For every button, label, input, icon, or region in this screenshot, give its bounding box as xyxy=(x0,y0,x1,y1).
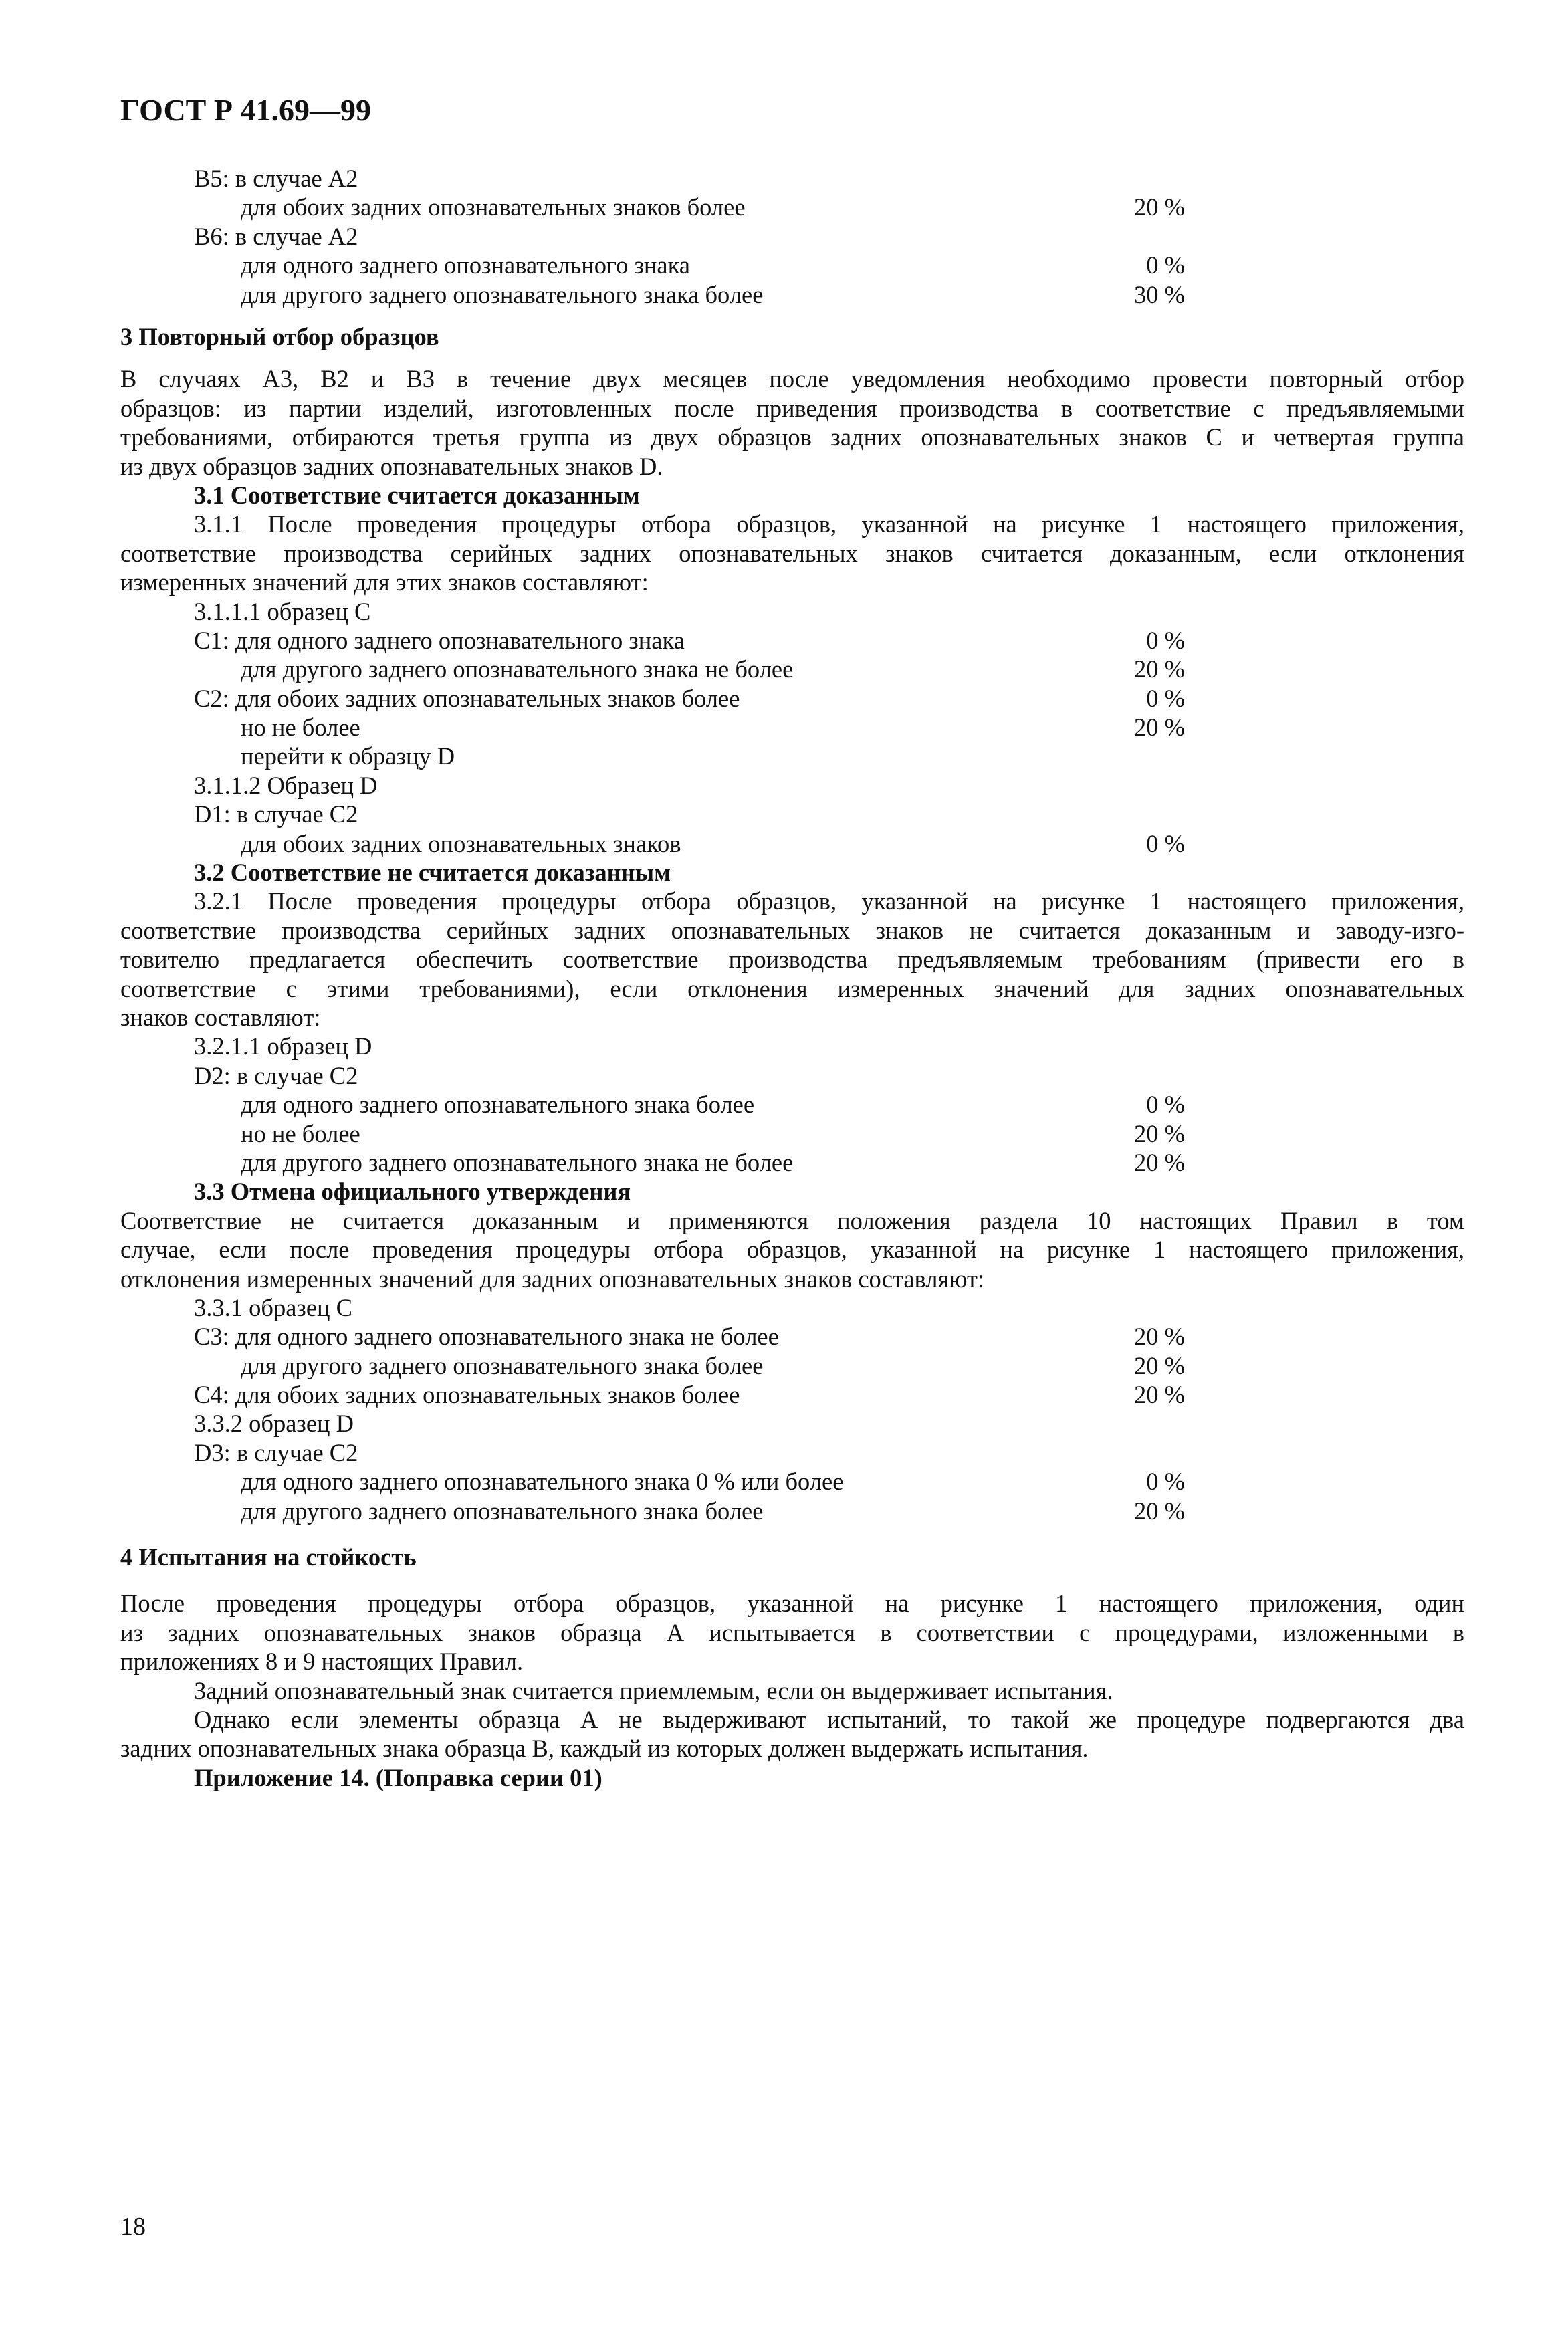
criteria-text: 3.1.1.2 Образец D xyxy=(194,771,378,799)
criteria-row xyxy=(120,251,1464,280)
criteria-text: для другого заднего опознавательного знака более xyxy=(241,280,764,308)
criteria-list-c3-d3 xyxy=(120,1293,1464,1525)
criteria-row xyxy=(120,597,1464,626)
criteria-value: 20 % xyxy=(1133,1351,1185,1379)
criteria-row xyxy=(120,626,1464,655)
criteria-row xyxy=(120,1409,1464,1438)
subsection-heading: 3.1 Соответствие считается доказанным xyxy=(194,481,640,509)
criteria-text: С1: для одного заднего опознавательного знака xyxy=(194,626,685,654)
paragraph-line: Однако если элементы образца А не выдерживают испытаний, то такой же процедуре подвергаются два xyxy=(194,1706,1464,1733)
criteria-row xyxy=(120,655,1464,683)
criteria-row xyxy=(120,771,1464,800)
criteria-text: С3: для одного заднего опознавательного знака не более xyxy=(194,1323,779,1351)
criteria-value: 20 % xyxy=(1133,1381,1185,1409)
criteria-list-c-d xyxy=(120,597,1464,859)
criteria-row xyxy=(120,1496,1464,1525)
paragraph-line: случае, если после проведения процедуры отбора образцов, указанной на рисунке 1 настоящего приложения, xyxy=(120,1236,1464,1264)
criteria-list-b xyxy=(120,164,1464,309)
criteria-value: 20 % xyxy=(1133,655,1185,683)
criteria-row xyxy=(120,684,1464,713)
criteria-row xyxy=(120,1119,1464,1148)
criteria-row xyxy=(120,1438,1464,1467)
criteria-row xyxy=(120,1032,1464,1061)
criteria-value: 30 % xyxy=(1133,280,1185,308)
paragraph-line: задних опознавательных знака образца В, каждый из которых должен выдержать испытания. xyxy=(120,1735,1089,1763)
criteria-text: 3.3.2 образец D xyxy=(194,1410,354,1438)
criteria-value: 20 % xyxy=(1133,1323,1185,1351)
criteria-text: для обоих задних опознавательных знаков xyxy=(241,829,681,857)
criteria-row xyxy=(120,829,1464,858)
criteria-row xyxy=(120,280,1464,309)
criteria-text: для другого заднего опознавательного знака более xyxy=(241,1351,764,1379)
criteria-row xyxy=(120,742,1464,770)
criteria-value: 20 % xyxy=(1133,1119,1185,1147)
criteria-text: но не более xyxy=(241,1119,360,1147)
criteria-text: для другого заднего опознавательного знака не более xyxy=(241,655,794,683)
criteria-value: 20 % xyxy=(1133,193,1185,221)
criteria-row xyxy=(120,713,1464,742)
annex-reference: Приложение 14. (Поправка серии 01) xyxy=(194,1763,602,1791)
criteria-row xyxy=(120,164,1464,193)
criteria-text: для другого заднего опознавательного знака не более xyxy=(241,1148,794,1176)
section-heading: 4 Испытания на стойкость xyxy=(120,1543,417,1571)
criteria-text: В6: в случае А2 xyxy=(194,222,358,250)
criteria-value: 0 % xyxy=(1146,251,1185,280)
criteria-list-d2 xyxy=(120,1032,1464,1177)
paragraph xyxy=(120,364,1464,481)
criteria-text: для одного заднего опознавательного знака более xyxy=(241,1091,755,1119)
paragraph-line: В случаях А3, В2 и В3 в течение двух месяцев после уведомления необходимо провести повторный отбор xyxy=(120,365,1464,393)
paragraph-line: Задний опознавательный знак считается приемлемым, если он выдерживает испытания. xyxy=(194,1676,1113,1704)
paragraph-line: измеренных значений для этих знаков составляют: xyxy=(120,568,649,596)
criteria-row xyxy=(120,800,1464,828)
paragraph xyxy=(120,1705,1464,1763)
criteria-text: перейти к образцу D xyxy=(241,742,455,770)
paragraph-line: требованиями, отбираются третья группа из двух образцов задних опознавательных знаков С и четвертая группа xyxy=(120,423,1464,451)
criteria-row xyxy=(120,1061,1464,1090)
paragraph-line: отклонения измеренных значений для задних опознавательных знаков составляют: xyxy=(120,1264,985,1293)
criteria-value: 20 % xyxy=(1133,1496,1185,1525)
paragraph xyxy=(120,887,1464,1032)
paragraph-line: знаков составляют: xyxy=(120,1003,321,1031)
criteria-text: С4: для обоих задних опознавательных знаков более xyxy=(194,1381,740,1409)
criteria-text: D3: в случае С2 xyxy=(194,1438,358,1466)
paragraph-line: соответствие производства серийных задних опознавательных знаков не считается доказанным и заводу-изго- xyxy=(120,916,1464,944)
criteria-value: 0 % xyxy=(1146,829,1185,857)
criteria-row xyxy=(120,1380,1464,1409)
criteria-value: 0 % xyxy=(1146,1091,1185,1119)
paragraph-line: 3.2.1 После проведения процедуры отбора образцов, указанной на рисунке 1 настоящего приложения, xyxy=(194,887,1464,915)
paragraph xyxy=(120,1206,1464,1293)
criteria-row xyxy=(120,1351,1464,1380)
section-heading: 3 Повторный отбор образцов xyxy=(120,322,439,350)
paragraph-line: товителю предлагается обеспечить соответствие производства предъявляемым требованиям (привести его в xyxy=(120,946,1464,974)
criteria-text: 3.1.1.1 образец С xyxy=(194,597,371,625)
criteria-text: для одного заднего опознавательного знака 0 % или более xyxy=(241,1468,844,1496)
paragraph xyxy=(120,1676,1464,1705)
criteria-row xyxy=(120,222,1464,251)
paragraph xyxy=(120,510,1464,596)
criteria-value: 0 % xyxy=(1146,626,1185,654)
paragraph-line: из двух образцов задних опознавательных знаков D. xyxy=(120,452,663,480)
paragraph-line: из задних опознавательных знаков образца А испытывается в соответствии с процедурами, изложенными в xyxy=(120,1618,1464,1646)
criteria-text: D2: в случае С2 xyxy=(194,1061,358,1089)
criteria-text: но не более xyxy=(241,713,360,742)
paragraph-line: После проведения процедуры отбора образцов, указанной на рисунке 1 настоящего приложения, один xyxy=(120,1589,1464,1618)
criteria-row xyxy=(120,1148,1464,1177)
criteria-row xyxy=(120,1090,1464,1119)
criteria-text: 3.3.1 образец С xyxy=(194,1293,353,1321)
page-number: 18 xyxy=(120,2213,146,2241)
criteria-row xyxy=(120,1322,1464,1351)
paragraph-line: образцов: из партии изделий, изготовленных после приведения производства в соответствие с предъявляемыми xyxy=(120,394,1464,422)
subsection-heading: 3.2 Соответствие не считается доказанным xyxy=(194,859,671,887)
paragraph-line: Соответствие не считается доказанным и применяются положения раздела 10 настоящих Правил в том xyxy=(120,1206,1464,1234)
paragraph-line: соответствие производства серийных задних опознавательных знаков считается доказанным, если отклонения xyxy=(120,539,1464,567)
criteria-text: 3.2.1.1 образец D xyxy=(194,1032,372,1061)
criteria-text: D1: в случае С2 xyxy=(194,800,358,828)
criteria-value: 0 % xyxy=(1146,1468,1185,1496)
criteria-text: для обоих задних опознавательных знаков более xyxy=(241,193,746,221)
document-body xyxy=(120,164,1464,1792)
criteria-row xyxy=(120,1467,1464,1496)
paragraph-line: соответствие с этими требованиями), если отклонения измеренных значений для задних опознавательных xyxy=(120,974,1464,1002)
criteria-text: С2: для обоих задних опознавательных знаков более xyxy=(194,684,740,712)
criteria-row xyxy=(120,193,1464,221)
criteria-text: для одного заднего опознавательного знака xyxy=(241,251,691,280)
paragraph-line: приложениях 8 и 9 настоящих Правил. xyxy=(120,1648,524,1676)
criteria-value: 0 % xyxy=(1146,684,1185,712)
criteria-text: В5: в случае А2 xyxy=(194,164,358,192)
document-header: ГОСТ Р 41.69—99 xyxy=(120,93,371,127)
paragraph xyxy=(120,1589,1464,1676)
subsection-heading: 3.3 Отмена официального утверждения xyxy=(194,1178,631,1206)
criteria-value: 20 % xyxy=(1133,1148,1185,1176)
criteria-row xyxy=(120,1293,1464,1322)
paragraph-line: 3.1.1 После проведения процедуры отбора образцов, указанной на рисунке 1 настоящего приложения, xyxy=(194,510,1464,538)
criteria-value: 20 % xyxy=(1133,713,1185,742)
criteria-text: для другого заднего опознавательного знака более xyxy=(241,1496,764,1525)
